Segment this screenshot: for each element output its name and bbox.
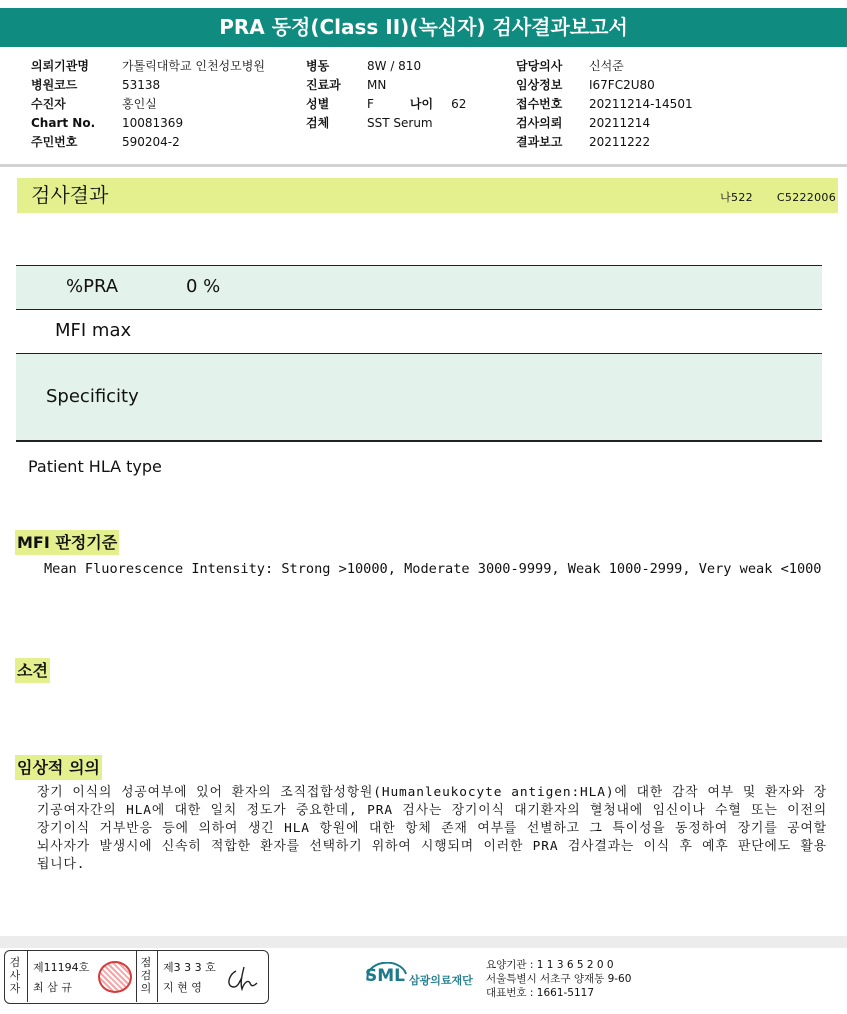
info-label: 수진자 bbox=[31, 97, 66, 111]
table-line bbox=[16, 309, 822, 310]
mfi-criteria-heading: MFI 판정기준 bbox=[15, 530, 119, 555]
info-value: 20211222 bbox=[589, 135, 651, 149]
result-code-2: C5222006 bbox=[776, 191, 836, 204]
info-label: 성별 bbox=[306, 97, 330, 111]
stamp-icon bbox=[98, 961, 132, 993]
info-value: SST Serum bbox=[367, 116, 433, 130]
pra-label: %PRA bbox=[66, 276, 119, 297]
info-label: 담당의사 bbox=[516, 59, 563, 73]
signer-role-label: 검사자 bbox=[9, 956, 21, 995]
info-label: Chart No. bbox=[31, 116, 96, 130]
info-label: 주민번호 bbox=[31, 135, 78, 149]
info-label: 접수번호 bbox=[516, 97, 563, 111]
result-code-1: 나522 bbox=[720, 191, 753, 204]
info-row-sex-age bbox=[306, 95, 466, 114]
specificity-label: Specificity bbox=[46, 386, 139, 407]
info-row-accession-no bbox=[516, 95, 693, 114]
handwritten-signature-icon bbox=[224, 965, 260, 993]
reviewer-name: 지 현 영 bbox=[163, 981, 202, 994]
lab-contact bbox=[486, 958, 631, 1000]
lab-address: 서울특별시 서초구 양재동 9-60 bbox=[486, 973, 632, 985]
report-title: PRA 동정(Class II)(녹십자) 검사결과보고서 bbox=[0, 8, 847, 47]
signature-box bbox=[4, 950, 269, 1004]
info-label: 검체 bbox=[306, 116, 330, 130]
sml-logo-text: SML bbox=[365, 966, 405, 986]
info-row-department bbox=[306, 76, 466, 95]
result-codes bbox=[720, 189, 836, 205]
patient-info-col2 bbox=[306, 57, 466, 133]
info-label: 임상정보 bbox=[516, 78, 563, 92]
mfi-max-label: MFI max bbox=[55, 320, 132, 341]
info-row-specimen bbox=[306, 114, 466, 133]
info-value: 590204-2 bbox=[122, 135, 180, 149]
reviewer-role-label: 점검의 bbox=[140, 956, 152, 995]
info-row-chart-no bbox=[31, 114, 265, 133]
info-value: 10081369 bbox=[122, 116, 184, 130]
info-label: 병원코드 bbox=[31, 78, 78, 92]
info-value: 홍인실 bbox=[122, 97, 157, 111]
info-value: 신석준 bbox=[589, 59, 624, 73]
table-bottom-line bbox=[16, 440, 822, 442]
info-row-ward bbox=[306, 57, 466, 76]
info-row-hospital-code bbox=[31, 76, 265, 95]
info-row-report-date bbox=[516, 133, 693, 152]
result-header bbox=[17, 178, 838, 213]
info-value: MN bbox=[367, 78, 387, 92]
info-label: 결과보고 bbox=[516, 135, 563, 149]
signature-divider bbox=[136, 951, 137, 1002]
info-row-request-date bbox=[516, 114, 693, 133]
info-label: 진료과 bbox=[306, 78, 341, 92]
reviewer-license-no: 제3 3 3 호 bbox=[163, 961, 216, 974]
pra-value: 0 % bbox=[186, 276, 221, 297]
lab-phone: 대표번호 : 1661-5117 bbox=[486, 987, 595, 999]
signature-divider bbox=[27, 951, 28, 1002]
result-title: 검사결과 bbox=[31, 183, 109, 207]
clinical-heading: 임상적 의의 bbox=[15, 755, 102, 780]
signer-name: 최 삼 규 bbox=[33, 981, 72, 994]
footer-divider bbox=[0, 936, 847, 948]
info-value: 20211214-14501 bbox=[589, 97, 693, 111]
info-label-age: 나이 bbox=[409, 97, 434, 111]
info-row-institution bbox=[31, 57, 265, 76]
signature-divider bbox=[157, 951, 158, 1002]
opinion-heading: 소견 bbox=[15, 658, 50, 683]
patient-info-col3 bbox=[516, 57, 693, 152]
patient-info-col1 bbox=[31, 57, 265, 152]
info-row-patient bbox=[31, 95, 265, 114]
signer-license-no: 제11194호 bbox=[33, 961, 90, 974]
info-value-age: 62 bbox=[451, 97, 467, 111]
info-label: 의뢰기관명 bbox=[31, 59, 89, 73]
info-value: 가톨릭대학교 인천성모병원 bbox=[122, 59, 265, 73]
info-row-doctor bbox=[516, 57, 693, 76]
hla-type-label: Patient HLA type bbox=[28, 457, 162, 476]
info-row-clinical-info bbox=[516, 76, 693, 95]
lab-code: 요양기관 : 1 1 3 6 5 2 0 0 bbox=[486, 959, 614, 971]
pra-row-band bbox=[16, 266, 822, 309]
info-value: 20211214 bbox=[589, 116, 651, 130]
info-label: 검사의뢰 bbox=[516, 116, 563, 130]
info-value: F bbox=[367, 97, 374, 111]
header-divider bbox=[0, 164, 847, 167]
info-value: I67FC2U80 bbox=[589, 78, 655, 92]
lab-name: 삼광의료재단 bbox=[409, 974, 473, 987]
info-label: 병동 bbox=[306, 59, 330, 73]
mfi-criteria-text: Mean Fluorescence Intensity: Strong >10000, Moderate 3000-9999, Weak 1000-2999, Very weak <1000 bbox=[44, 561, 822, 577]
info-value: 53138 bbox=[122, 78, 161, 92]
clinical-text: 장기 이식의 성공여부에 있어 환자의 조직접합성항원(Humanleukocyte antigen:HLA)에 대한 감작 여부 및 환자와 장기공여자간의 HLA에 대한 일치 정도가 중요한데, PRA 검사는 장기이식 대기환자의 혈청내에 임신이나 수혈 또는 이전의 장기이식 거부반응 등에 의하여 생긴 HLA 항원에 대한 항체 존재 여부를 선별하고 그 특이성을 동정하여 장기를 공여할 뇌사자가 발생시에 신속히 적합한 환자를 선택하기 위하여 시행되며 이러한 PRA 검사결과는 이식 후 예후 판단에도 활용됩니다. bbox=[37, 785, 827, 872]
info-row-resident-no bbox=[31, 133, 265, 152]
info-value: 8W / 810 bbox=[367, 59, 422, 73]
